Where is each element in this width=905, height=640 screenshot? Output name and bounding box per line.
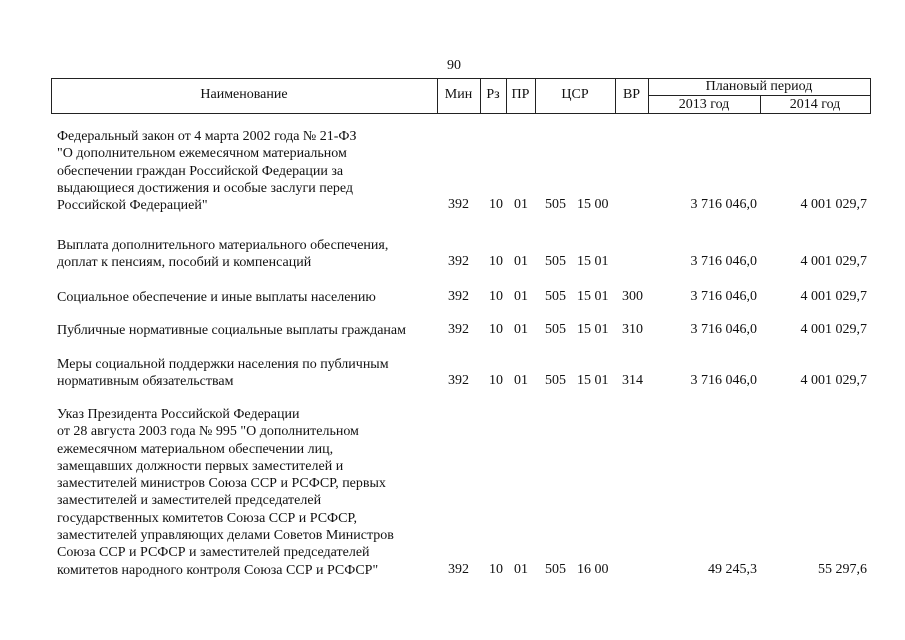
header-vr: ВР	[622, 87, 641, 102]
cell-min: 392	[448, 561, 469, 577]
page-number: 90	[447, 58, 461, 73]
row-name-line: от 28 августа 2003 года № 995 "О дополнительном	[57, 424, 359, 440]
cell-min: 392	[448, 254, 469, 270]
row-name-line: Российской Федерацией"	[57, 198, 208, 214]
cell-csr-a: 505	[545, 373, 566, 389]
cell-csr-b: 15 00	[577, 197, 609, 213]
row-name-line: Федеральный закон от 4 марта 2002 года № 21-ФЗ	[57, 129, 357, 144]
cell-pr: 01	[514, 289, 528, 304]
row-name-line: заместителей и заместителей председателей	[57, 493, 322, 509]
row-name	[57, 128, 442, 214]
header-min: Мин	[444, 87, 473, 102]
row-name-line: заместителей министров Союза ССР и РСФСР, первых	[57, 476, 386, 492]
cell-2013: 3 716 046,0	[690, 373, 757, 389]
cell-csr-a: 505	[545, 322, 566, 337]
cell-2013: 3 716 046,0	[690, 254, 757, 270]
cell-2014: 4 001 029,7	[800, 289, 867, 304]
cell-rz: 10	[489, 289, 503, 304]
cell-2014: 4 001 029,7	[800, 197, 867, 213]
col-border	[870, 78, 871, 114]
cell-2013: 3 716 046,0	[690, 289, 757, 304]
row-name-line: замещавших должности первых заместителей и	[57, 458, 344, 474]
row-name-line: Указ Президента Российской Федерации	[57, 407, 300, 422]
cell-rz: 10	[489, 322, 503, 337]
row-name-line: "О дополнительном ежемесячном материальном	[57, 146, 347, 162]
row-name-line: выдающиеся достижения и особые заслуги перед	[57, 180, 354, 196]
row-name	[57, 406, 442, 579]
row-name-line: Меры социальной поддержки населения по публичным	[57, 357, 389, 372]
row-name-line: Союза ССР и РСФСР и заместителей председателей	[57, 545, 370, 561]
cell-pr: 01	[514, 322, 528, 337]
cell-rz: 10	[489, 561, 503, 577]
cell-pr: 01	[514, 373, 528, 389]
table-header	[51, 78, 871, 114]
cell-pr: 01	[514, 254, 528, 270]
cell-min: 392	[448, 289, 469, 304]
row-name-line: Публичные нормативные социальные выплаты гражданам	[57, 323, 406, 338]
cell-rz: 10	[489, 373, 503, 389]
cell-min: 392	[448, 322, 469, 337]
row-name-line: доплат к пенсиям, пособий и компенсаций	[57, 255, 312, 271]
cell-2013: 3 716 046,0	[690, 322, 757, 337]
cell-pr: 01	[514, 561, 528, 577]
row-name	[57, 356, 442, 391]
header-rz: Рз	[486, 87, 500, 102]
row-name-line: ежемесячном материальном обеспечении лиц,	[57, 441, 334, 457]
cell-csr-a: 505	[545, 197, 566, 213]
cell-csr-b: 15 01	[577, 322, 609, 337]
cell-2014: 4 001 029,7	[800, 373, 867, 389]
cell-csr-a: 505	[545, 289, 566, 304]
cell-csr-a: 505	[545, 561, 566, 577]
cell-vr: 300	[622, 289, 643, 304]
cell-csr-b: 15 01	[577, 289, 609, 304]
row-name	[57, 289, 442, 306]
cell-2013: 3 716 046,0	[690, 197, 757, 213]
row-name	[57, 322, 442, 339]
cell-rz: 10	[489, 254, 503, 270]
cell-csr-b: 15 01	[577, 373, 609, 389]
row-name-line: обеспечении граждан Российской Федерации за	[57, 163, 344, 179]
header-csr: ЦСР	[561, 87, 589, 102]
cell-2014: 4 001 029,7	[800, 322, 867, 337]
cell-vr: 310	[622, 322, 643, 337]
row-name-line: комитетов народного контроля Союза ССР и РСФСР"	[57, 562, 379, 578]
row-name	[57, 237, 442, 272]
cell-2014: 4 001 029,7	[800, 254, 867, 270]
cell-2013: 49 245,3	[708, 561, 757, 577]
row-name-line: нормативным обязательствам	[57, 374, 234, 390]
cell-min: 392	[448, 373, 469, 389]
header-year-2013: 2013 год	[678, 97, 730, 112]
header-year-2014: 2014 год	[789, 97, 841, 112]
row-name-line: государственных комитетов Союза ССР и РСФСР,	[57, 510, 357, 526]
cell-pr: 01	[514, 197, 528, 213]
cell-min: 392	[448, 197, 469, 213]
header-planned-period: Плановый период	[705, 79, 813, 94]
cell-2014: 55 297,6	[818, 561, 867, 577]
header-name: Наименование	[200, 87, 288, 102]
row-name-line: Выплата дополнительного материального обеспечения,	[57, 238, 389, 253]
cell-csr-b: 15 01	[577, 254, 609, 270]
cell-vr: 314	[622, 373, 643, 389]
cell-csr-a: 505	[545, 254, 566, 270]
row-name-line: заместителей управляющих делами Советов Министров	[57, 528, 394, 544]
cell-rz: 10	[489, 197, 503, 213]
header-pr: ПР	[511, 87, 530, 102]
cell-csr-b: 16 00	[577, 561, 609, 577]
header-bottom-border	[51, 113, 871, 114]
row-name-line: Социальное обеспечение и иные выплаты населению	[57, 290, 376, 305]
